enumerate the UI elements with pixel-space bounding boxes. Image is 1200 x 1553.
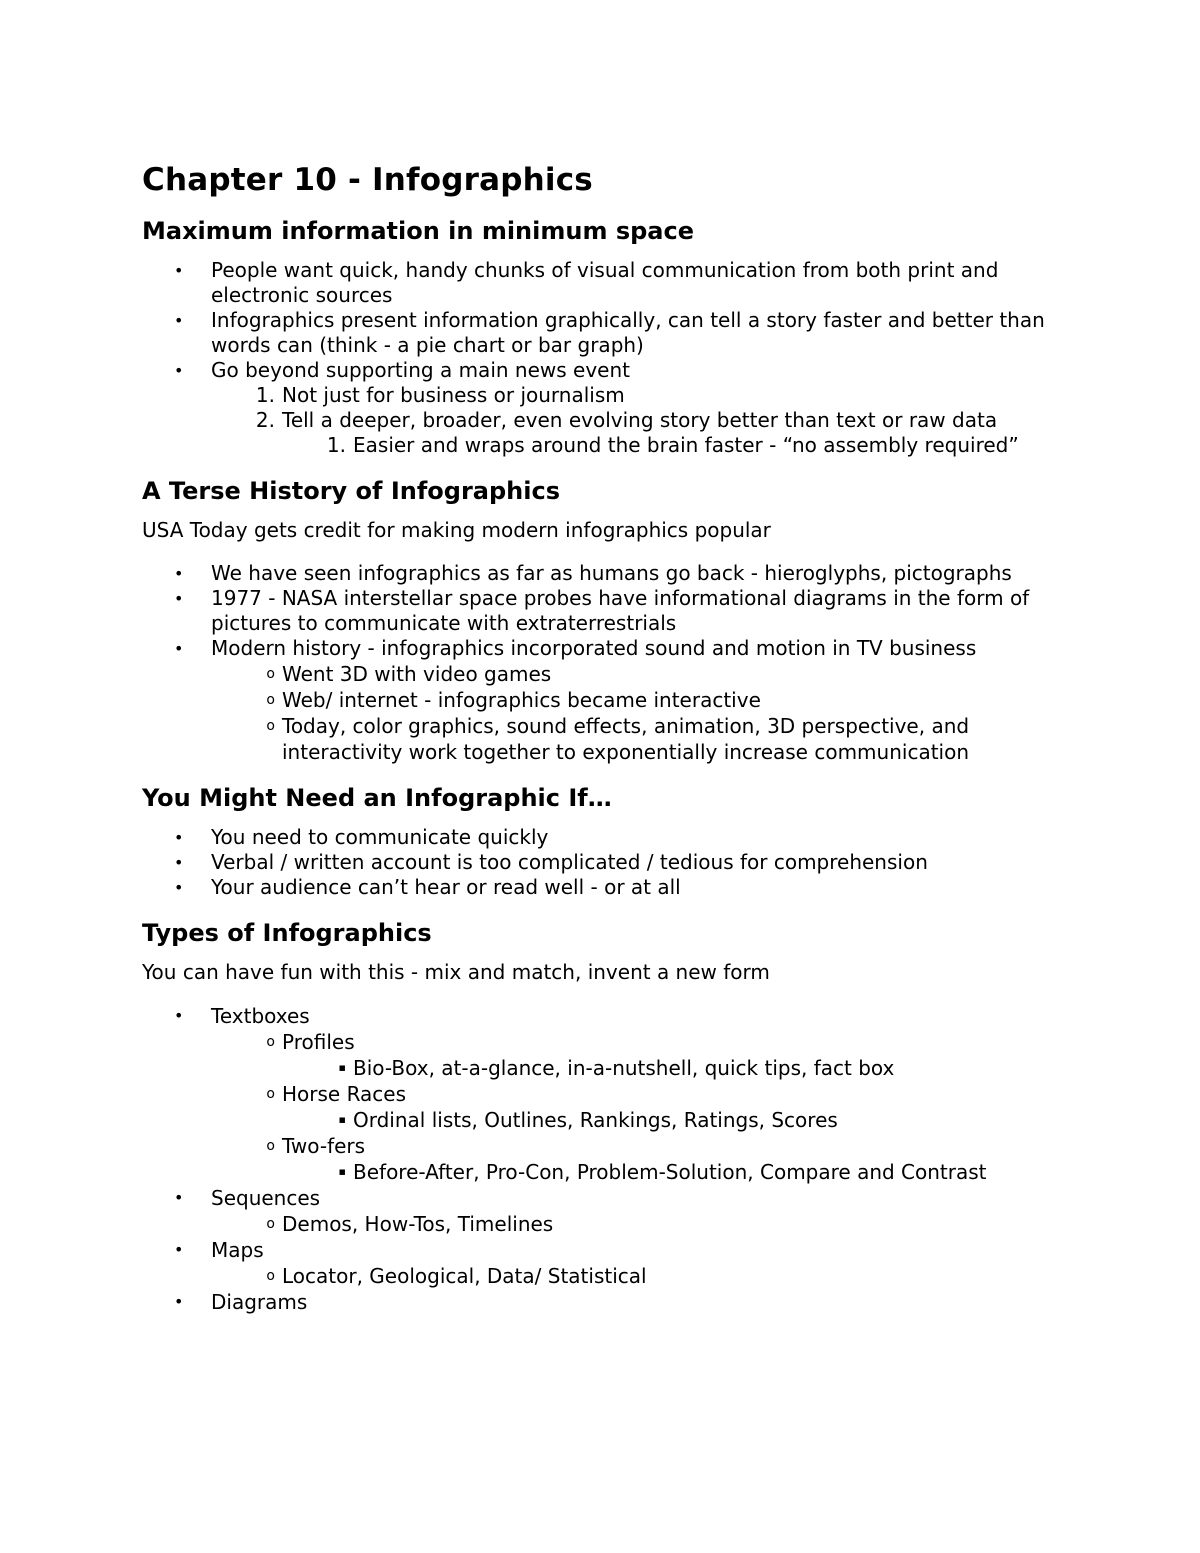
square-bullet-icon: ▪ bbox=[338, 1061, 346, 1074]
list-number: 1. bbox=[255, 383, 275, 407]
bullet-icon: • bbox=[174, 1188, 184, 1207]
bullet-icon: • bbox=[174, 589, 184, 608]
numbered-subsublist bbox=[282, 433, 1072, 458]
circle-bullet-icon: o bbox=[266, 718, 275, 734]
list-item-text: You need to communicate quickly bbox=[211, 825, 549, 849]
sublist-item-text: Today, color graphics, sound effects, animation, 3D perspective, and interactivity work together to exponentially increase communication bbox=[282, 714, 970, 764]
circle-bullet-icon: o bbox=[266, 1138, 275, 1154]
section-heading: You Might Need an Infographic If… bbox=[142, 784, 612, 812]
section-heading: Types of Infographics bbox=[142, 919, 432, 947]
list-item bbox=[142, 308, 1072, 358]
bullet-icon: • bbox=[174, 564, 184, 583]
bullet-icon: • bbox=[174, 311, 184, 330]
circle-sublist bbox=[211, 1029, 1072, 1185]
subsublist-item-text: Bio-Box, at-a-glance, in-a-nutshell, quick tips, fact box bbox=[353, 1056, 895, 1080]
section-types bbox=[142, 916, 1072, 1315]
list-item bbox=[142, 1289, 1072, 1315]
bullet-list bbox=[142, 561, 1072, 765]
list-number: 1. bbox=[326, 433, 346, 457]
bullet-icon: • bbox=[174, 361, 184, 380]
sublist-item-text: Profiles bbox=[282, 1030, 355, 1054]
list-item-text: Diagrams bbox=[211, 1290, 308, 1314]
list-item bbox=[142, 1003, 1072, 1185]
list-item bbox=[142, 358, 1072, 458]
circle-bullet-icon: o bbox=[266, 1216, 275, 1232]
bullet-icon: • bbox=[174, 1006, 184, 1025]
sublist-item bbox=[211, 713, 1072, 765]
bullet-icon: • bbox=[174, 853, 184, 872]
sublist-item bbox=[211, 383, 1072, 408]
sublist-item bbox=[211, 687, 1072, 713]
bullet-icon: • bbox=[174, 828, 184, 847]
bullet-icon: • bbox=[174, 639, 184, 658]
sublist-item bbox=[211, 1211, 1072, 1237]
circle-sublist bbox=[211, 1211, 1072, 1237]
sublist-item-text: Demos, How-Tos, Timelines bbox=[282, 1212, 554, 1236]
circle-bullet-icon: o bbox=[266, 1034, 275, 1050]
sublist-item-text: Locator, Geological, Data/ Statistical bbox=[282, 1264, 647, 1288]
sublist-item bbox=[211, 1133, 1072, 1185]
sublist-item bbox=[211, 1263, 1072, 1289]
list-item bbox=[142, 1185, 1072, 1237]
subsublist-item bbox=[282, 1107, 1072, 1133]
square-sublist bbox=[282, 1055, 1072, 1081]
list-item bbox=[142, 586, 1072, 636]
list-item-text: Sequences bbox=[211, 1186, 321, 1210]
list-item bbox=[142, 561, 1072, 586]
list-item-text: Your audience can’t hear or read well - or at all bbox=[211, 875, 681, 899]
section-heading: A Terse History of Infographics bbox=[142, 477, 560, 505]
sublist-item bbox=[211, 408, 1072, 458]
section-intro: USA Today gets credit for making modern infographics popular bbox=[142, 518, 771, 542]
sublist-item-text: Horse Races bbox=[282, 1082, 407, 1106]
list-item-text: We have seen infographics as far as humans go back - hieroglyphs, pictographs bbox=[211, 561, 1012, 585]
square-sublist bbox=[282, 1159, 1072, 1185]
sublist-item bbox=[211, 1081, 1072, 1133]
square-sublist bbox=[282, 1107, 1072, 1133]
sublist-item-text: Not just for business or journalism bbox=[282, 383, 625, 407]
list-item-text: Maps bbox=[211, 1238, 264, 1262]
subsublist-item bbox=[282, 433, 1072, 458]
list-item bbox=[142, 1237, 1072, 1289]
section-heading: Maximum information in minimum space bbox=[142, 217, 694, 245]
subsublist-item bbox=[282, 1055, 1072, 1081]
list-item bbox=[142, 636, 1072, 765]
subsublist-item bbox=[282, 1159, 1072, 1185]
list-item bbox=[142, 875, 1072, 900]
circle-sublist bbox=[211, 661, 1072, 765]
subsublist-item-text: Easier and wraps around the brain faster - “no assembly required” bbox=[353, 433, 1019, 457]
section-intro: You can have fun with this - mix and match, invent a new form bbox=[142, 960, 770, 984]
list-number: 2. bbox=[255, 408, 275, 432]
section-maximum-information bbox=[142, 214, 1072, 458]
bullet-list bbox=[142, 258, 1072, 458]
chapter-title: Chapter 10 - Infographics bbox=[142, 162, 593, 198]
subsublist-item-text: Ordinal lists, Outlines, Rankings, Ratings, Scores bbox=[353, 1108, 838, 1132]
list-item-text: Go beyond supporting a main news event bbox=[211, 358, 630, 382]
list-item-text: Modern history - infographics incorporated sound and motion in TV business bbox=[211, 636, 977, 660]
circle-bullet-icon: o bbox=[266, 1086, 275, 1102]
section-terse-history bbox=[142, 474, 1072, 765]
circle-bullet-icon: o bbox=[266, 692, 275, 708]
bullet-icon: • bbox=[174, 878, 184, 897]
list-item-text: Textboxes bbox=[211, 1004, 310, 1028]
list-item-text: People want quick, handy chunks of visual communication from both print and electronic sources bbox=[211, 258, 999, 307]
sublist-item-text: Tell a deeper, broader, even evolving story better than text or raw data bbox=[282, 408, 998, 432]
sublist-item-text: Went 3D with video games bbox=[282, 662, 552, 686]
bullet-list bbox=[142, 1003, 1072, 1315]
sublist-item bbox=[211, 661, 1072, 687]
document-page bbox=[142, 158, 1072, 1331]
list-item bbox=[142, 258, 1072, 308]
bullet-list bbox=[142, 825, 1072, 900]
square-bullet-icon: ▪ bbox=[338, 1113, 346, 1126]
square-bullet-icon: ▪ bbox=[338, 1165, 346, 1178]
numbered-sublist bbox=[211, 383, 1072, 458]
list-item bbox=[142, 825, 1072, 850]
circle-bullet-icon: o bbox=[266, 666, 275, 682]
list-item-text: Infographics present information graphically, can tell a story faster and better than words can (think - a pie chart or bar graph) bbox=[211, 308, 1045, 357]
bullet-icon: • bbox=[174, 261, 184, 280]
sublist-item bbox=[211, 1029, 1072, 1081]
list-item bbox=[142, 850, 1072, 875]
bullet-icon: • bbox=[174, 1292, 184, 1311]
sublist-item-text: Two-fers bbox=[282, 1134, 366, 1158]
section-might-need bbox=[142, 781, 1072, 900]
list-item-text: 1977 - NASA interstellar space probes have informational diagrams in the form of pictures to communicate with extraterrestrials bbox=[211, 586, 1030, 635]
bullet-icon: • bbox=[174, 1240, 184, 1259]
circle-bullet-icon: o bbox=[266, 1268, 275, 1284]
circle-sublist bbox=[211, 1263, 1072, 1289]
list-item-text: Verbal / written account is too complicated / tedious for comprehension bbox=[211, 850, 928, 874]
subsublist-item-text: Before-After, Pro-Con, Problem-Solution, Compare and Contrast bbox=[353, 1160, 987, 1184]
sublist-item-text: Web/ internet - infographics became interactive bbox=[282, 688, 761, 712]
